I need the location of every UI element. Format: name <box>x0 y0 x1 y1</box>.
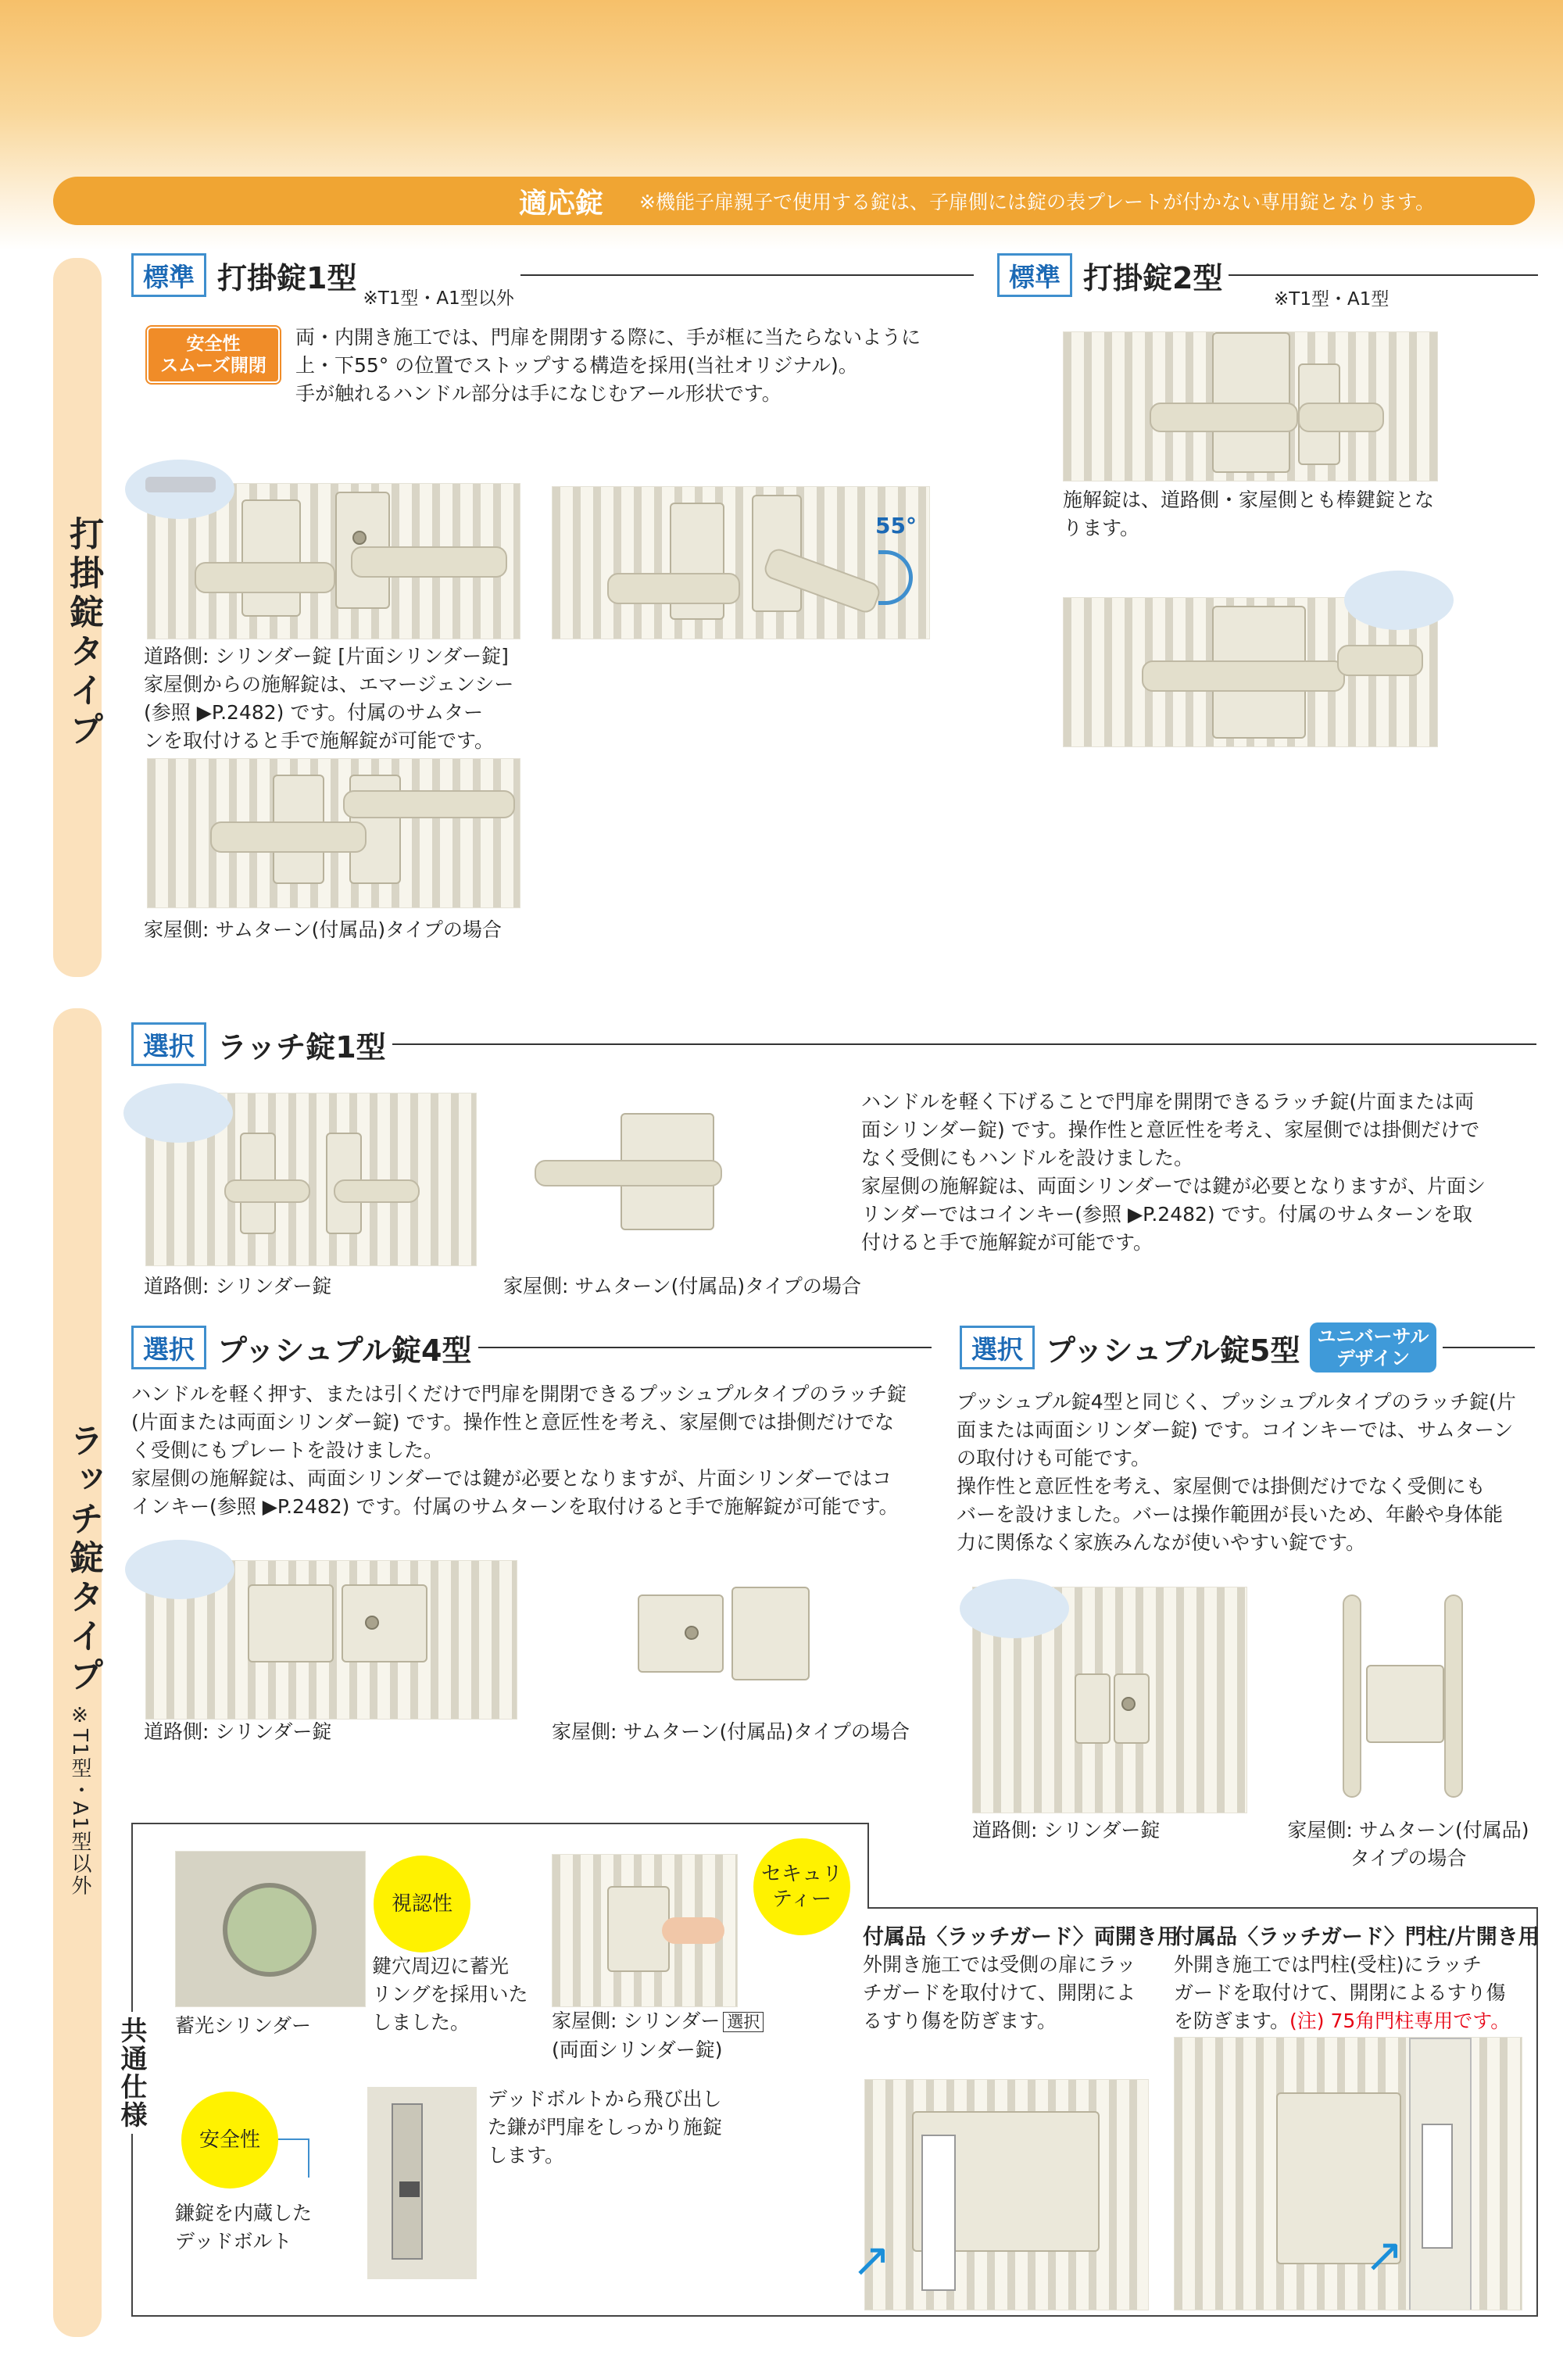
pointer-arrow-icon-2: ↗ <box>1364 2228 1404 2283</box>
acc1-title: 付属品〈ラッチガード〉両開き用 <box>863 1925 1179 1949</box>
photo-latch-guard-double <box>864 2079 1149 2310</box>
uchikake1-house-caption: 家屋側: サムターン(付属品)タイプの場合 <box>144 918 502 941</box>
key-icon-5 <box>960 1579 1069 1638</box>
photo-latch1-house <box>503 1097 753 1246</box>
section-title-push4: プッシュプル錠4型 <box>217 1333 472 1368</box>
section-title-2: 打掛錠2型 <box>1083 260 1223 295</box>
common-spec-label: 共通仕様 <box>109 2012 154 2134</box>
push5-house-caption: 家屋側: サムターン(付属品) タイプの場合 <box>1287 1819 1529 1870</box>
angle-label: 55° <box>875 513 917 539</box>
section-push5-head <box>960 1324 1535 1371</box>
key-icon-4 <box>125 1540 234 1599</box>
acc1-desc: 外開き施工では受側の扉にラッ チガードを取付けて、開閉によ るすり傷を防ぎます。 <box>863 1953 1136 2032</box>
push4-road-caption: 道路側: シリンダー錠 <box>144 1720 332 1743</box>
title-bar <box>53 177 1535 225</box>
title-note: ※機能子扉親子で使用する錠は、子扉側には錠の表プレートが付かない専用錠となります。 <box>639 191 1435 213</box>
latch1-desc: ハンドルを軽く下げることで門扉を開閉できるラッチ錠(片面または両 面シリンダー錠) です。操作性と意匠性を考え、家屋側では掛側だけで なく受側にもハンドルを設けました。 家屋側の施解錠は、両面シリンダーでは鍵が必要となりますが、片面シ リンダーではコインキー(参照 ▶P.2482) です。付属のサムターンを取 付けると手で施解錠が可能です。 <box>861 1090 1486 1254</box>
uchikake2-caption: 施解錠は、道路側・家屋側とも棒鍵錠とな ります。 <box>1063 489 1435 539</box>
side-tab-latch-note: ※T1型・A1型以外 <box>68 1704 91 1897</box>
divider-2 <box>1229 274 1538 276</box>
side-tab-uchikake-label: 打掛錠タイプ <box>63 516 103 750</box>
section-sub-note: ※T1型・A1型以外 <box>363 288 514 309</box>
photo-uchikake1-55deg <box>552 486 930 639</box>
key-icon-3 <box>123 1083 233 1143</box>
section-push4-head <box>131 1324 932 1371</box>
standard-badge: 標準 <box>131 253 206 297</box>
pointer-arrow-icon: ↗ <box>852 2233 892 2288</box>
push5-desc: プッシュプル錠4型と同じく、プッシュプルタイプのラッチ錠(片 面または両面シリンダー錠) です。コインキーでは、サムターン の取付けも可能です。 操作性と意匠性を考え、家屋側では掛側だけでなく受側にも バーを設けました。バーは操作範囲が長いため、年齢や身体能 力に関係なく家族みんなが使いやすい錠です。 <box>957 1390 1516 1554</box>
visibility-desc: 鍵穴周辺に蓄光 リングを採用いた しました。 <box>372 1955 528 2034</box>
photo-uchikake1-house <box>147 758 520 908</box>
uchikake1-road-caption: 道路側: シリンダー錠 [片面シリンダー錠] 家屋側からの施解錠は、エマージェンシー (参照 ▶P.2482) です。付属のサムター ンを取付けると手で施解錠が可能です。 <box>144 645 514 752</box>
photo-security <box>552 1854 738 2007</box>
push4-house-caption: 家屋側: サムターン(付属品)タイプの場合 <box>552 1720 910 1743</box>
pointer-line-v <box>308 2138 309 2178</box>
push5-road-caption: 道路側: シリンダー錠 <box>972 1819 1161 1841</box>
deadbolt-desc: デッドボルトから飛び出し た鎌が門扉をしっかり施錠 します。 <box>488 2088 723 2167</box>
select-badge-3: 選択 <box>960 1326 1035 1369</box>
divider <box>520 274 974 276</box>
key-shape <box>145 477 216 492</box>
section-latch1-head <box>131 1021 1536 1068</box>
deadbolt-caption: 鎌錠を内蔵した デッドボルト <box>175 2202 313 2253</box>
uchikake1-desc: 両・内開き施工では、門扉を開閉する際に、手が框に当たらないように 上・下55° の位置でストップする構造を採用(当社オリジナル)。 手が触れるハンドル部分は手になじむアール形状です。 <box>295 326 921 405</box>
latch1-house-caption: 家屋側: サムターン(付属品)タイプの場合 <box>503 1275 861 1297</box>
select-badge: 選択 <box>131 1022 206 1066</box>
pointer-line <box>278 2138 309 2140</box>
section-sub-note-2: ※T1型・A1型 <box>1274 289 1390 310</box>
photo-push5-house <box>1335 1594 1472 1806</box>
select-badge-2: 選択 <box>131 1326 206 1369</box>
photo-latch-guard-pillar <box>1174 2037 1522 2310</box>
divider-4 <box>478 1347 932 1348</box>
select-mini-badge: 選択 <box>723 2012 764 2032</box>
acc2-title: 付属品〈ラッチガード〉門柱/片開き用 <box>1174 1925 1540 1949</box>
section-title-push5: プッシュプル錠5型 <box>1046 1333 1300 1368</box>
section-uchikake2-head <box>997 252 1538 299</box>
visibility-label: 視認性 <box>374 1856 470 1952</box>
safety-label: 安全性 <box>181 2092 278 2189</box>
pillar-only-note: (注) 75角門柱専用です。 <box>1289 2010 1511 2032</box>
common-spec-box-mid <box>867 1907 1538 1909</box>
page-title: 適応錠 <box>519 187 604 220</box>
common-spec-box-right-inner <box>867 1823 869 1909</box>
safety-smooth-badge: 安全性 スムーズ開閉 <box>147 327 280 383</box>
latch1-road-caption: 道路側: シリンダー錠 <box>144 1275 332 1297</box>
cylinder-caption: 蓄光シリンダー <box>175 2014 312 2037</box>
section-title: 打掛錠1型 <box>217 260 357 295</box>
universal-design-badge: ユニバーサル デザイン <box>1310 1322 1437 1373</box>
security-label: セキュリ ティー <box>753 1838 850 1935</box>
section-uchikake1-head <box>131 252 974 309</box>
divider-3 <box>392 1043 1536 1045</box>
side-tab-latch-label: ラッチ錠タイプ <box>63 1423 103 1696</box>
security-caption: 家屋側: シリンダー 選択 (両面シリンダー錠) <box>552 2007 802 2064</box>
acc2-desc: 外開き施工では門柱(受柱)にラッチ ガードを取付けて、開閉によるすり傷 を防ぎます。(注) 75角門柱専用です。 <box>1174 1953 1511 2032</box>
section-title-latch1: ラッチ錠1型 <box>217 1029 386 1065</box>
photo-push4-house <box>630 1571 817 1702</box>
common-spec-box-bottom <box>131 2315 1538 2317</box>
divider-5 <box>1443 1347 1535 1348</box>
photo-uchikake2-top <box>1063 331 1438 481</box>
push4-desc: ハンドルを軽く押す、または引くだけで門扉を開閉できるプッシュプルタイプのラッチ錠 (片面または両面シリンダー錠) です。操作性と意匠性を考え、家屋側では掛側だけでな く受側にもプレートを設けました。 家屋側の施解錠は、両面シリンダーでは鍵が必要となりますが、片面シリンダーではコ インキー(参照 ▶P.2482) です。付属のサムターンを取付けると手で施解錠が可能です。 <box>131 1383 907 1518</box>
standard-badge-2: 標準 <box>997 253 1072 297</box>
photo-luminous-cylinder <box>175 1851 366 2007</box>
photo-deadbolt <box>367 2087 477 2279</box>
key-icon-2 <box>1344 571 1454 630</box>
